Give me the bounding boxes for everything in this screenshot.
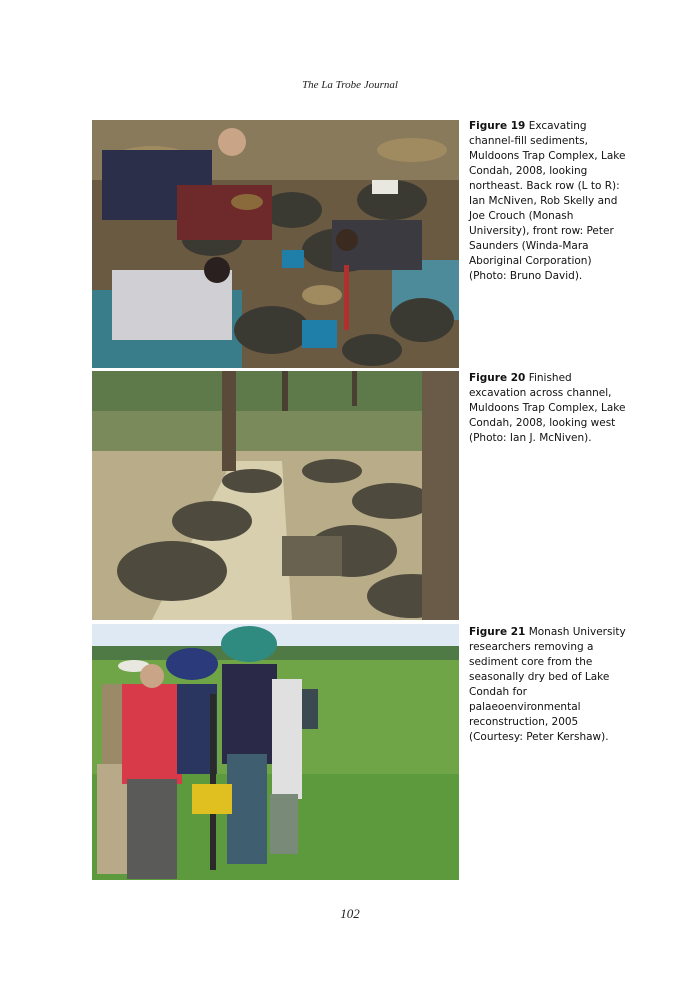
figure-21-photo bbox=[92, 624, 459, 880]
figure-20-text: Finished excavation across channel, Muldoons Trap Complex, Lake Condah, 2008, looking west (Photo: Ian J. McNiven). bbox=[469, 372, 626, 444]
figure-19-text: Excavating channel-fill sediments, Muldoons Trap Complex, Lake Condah, 2008, looking northeast. Back row (L to R): Ian McNiven, Rob Skelly and Joe Crouch (Monash University), front row: Peter Saunders (Winda-Mara Aboriginal Corporation) (Photo: Bruno David). bbox=[469, 120, 626, 282]
figure-21-text: Monash University researchers removing a sediment core from the seasonally dry bed of Lake Condah for palaeoenvironmental reconstruction, 2005 (Courtesy: Peter Kershaw). bbox=[469, 626, 626, 743]
figure-20-caption bbox=[469, 371, 629, 446]
figure-19-label: Figure 19 bbox=[469, 120, 526, 132]
figure-21-caption bbox=[469, 625, 629, 745]
figure-20-label: Figure 20 bbox=[469, 372, 526, 384]
page-number: 102 bbox=[340, 906, 360, 921]
running-head: The La Trobe Journal bbox=[302, 79, 398, 91]
figure-19-caption bbox=[469, 119, 629, 284]
figure-20-photo bbox=[92, 371, 459, 620]
figure-19-photo bbox=[92, 120, 459, 368]
figure-21-label: Figure 21 bbox=[469, 626, 526, 638]
